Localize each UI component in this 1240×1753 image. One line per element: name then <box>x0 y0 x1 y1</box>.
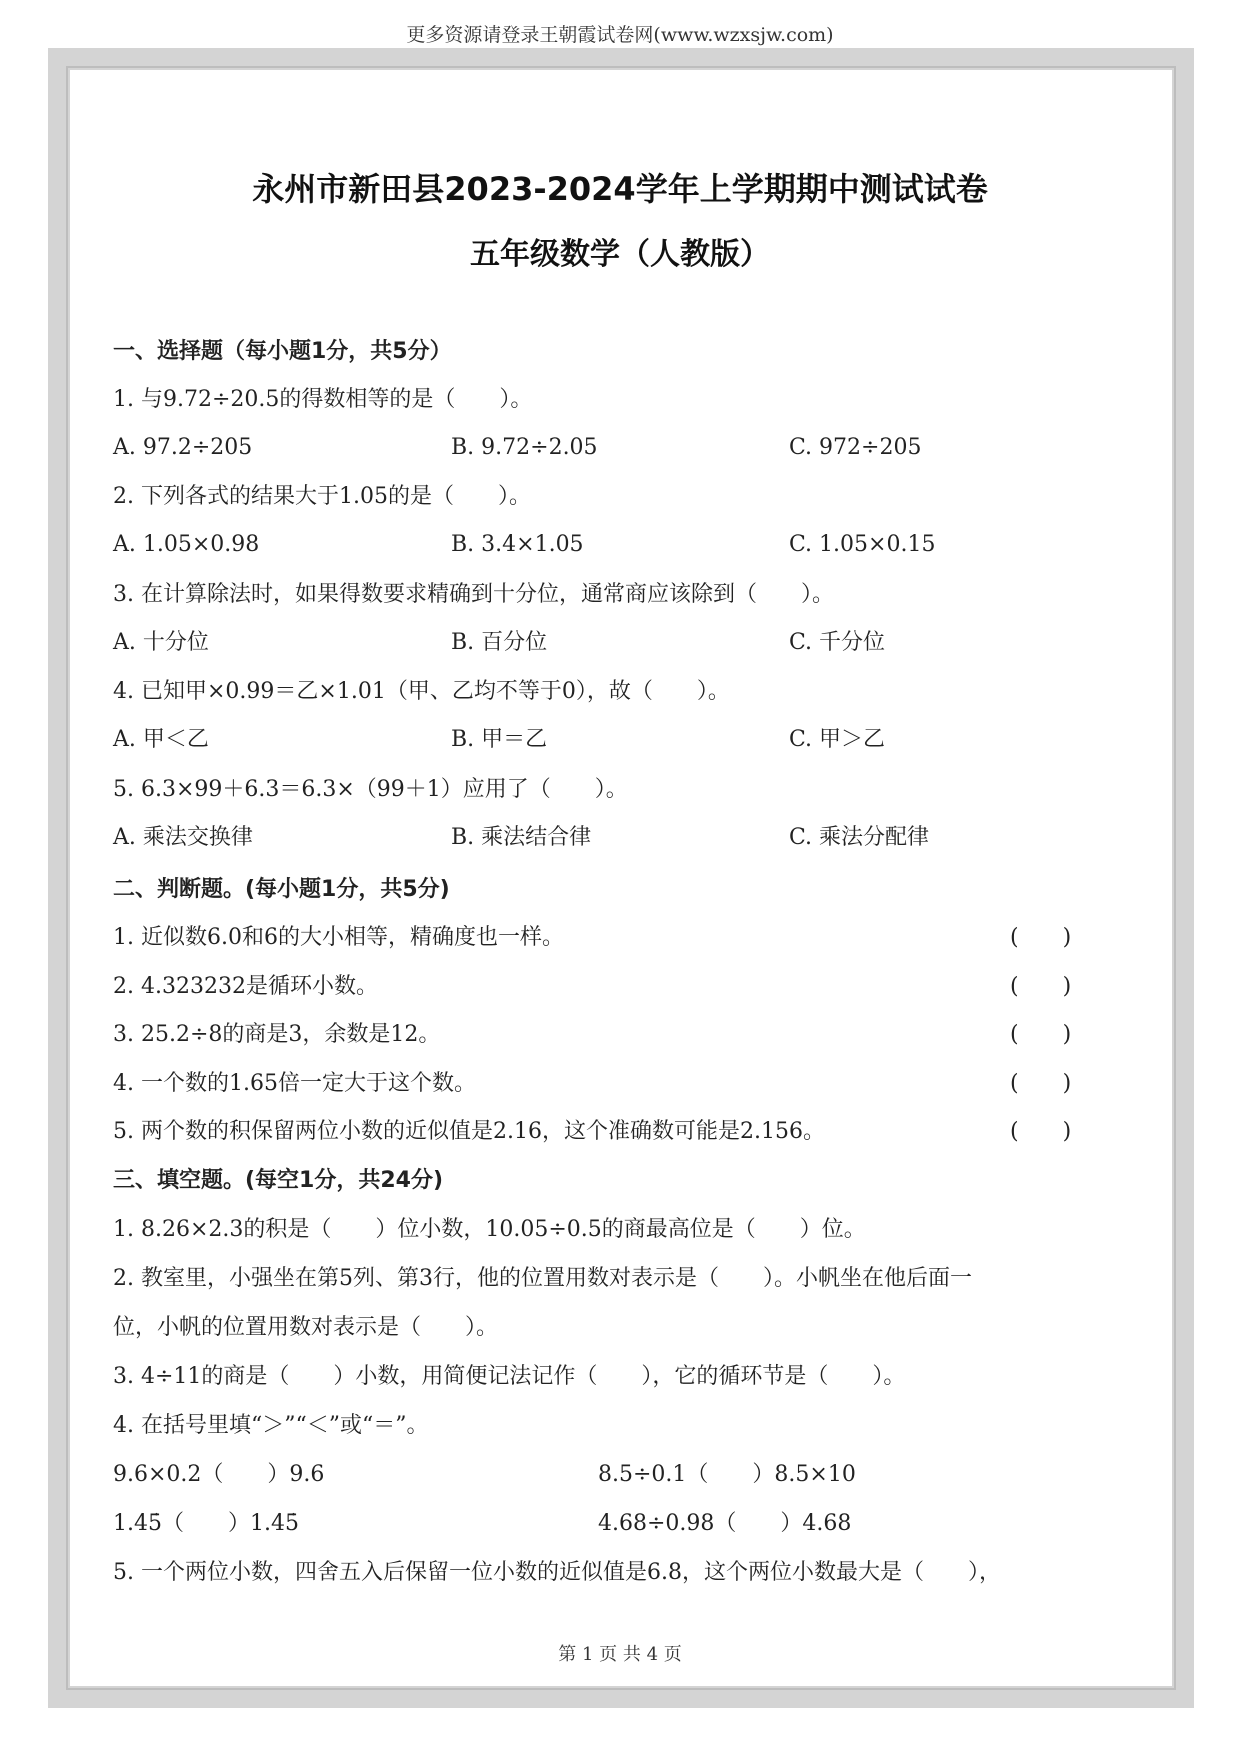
option-c: C. 千分位 <box>789 630 886 655</box>
option-c: C. 乘法分配律 <box>789 825 930 850</box>
judgement-item: 4. 一个数的1.65倍一定大于这个数。 <box>113 1071 476 1096</box>
option-b: B. 乘法结合律 <box>451 825 592 850</box>
page-footer: 第 1 页 共 4 页 <box>558 1644 682 1665</box>
fill-question-2-cont: 位，小帆的位置用数对表示是（ ）。 <box>113 1315 499 1340</box>
option-a: A. 乘法交换律 <box>113 825 253 850</box>
answer-blank: ( ) <box>1010 1022 1072 1047</box>
fill-question-1: 1. 8.26×2.3的积是（ ）位小数，10.05÷0.5的商最高位是（ ）位。 <box>113 1217 866 1242</box>
compare-item: 8.5÷0.1（ ）8.5×10 <box>598 1462 856 1487</box>
option-c: C. 1.05×0.15 <box>789 532 936 557</box>
answer-blank: ( ) <box>1010 1119 1072 1144</box>
compare-item: 4.68÷0.98（ ）4.68 <box>598 1511 852 1536</box>
question-stem: 4. 已知甲×0.99＝乙×1.01（甲、乙均不等于0），故（ ）。 <box>113 679 730 704</box>
fill-question-3: 3. 4÷11的商是（ ）小数，用简便记法记作（ ），它的循环节是（ ）。 <box>113 1364 906 1389</box>
option-a: A. 97.2÷205 <box>113 435 253 460</box>
fill-question-5: 5. 一个两位小数，四舍五入后保留一位小数的近似值是6.8，这个两位小数最大是（ ）， <box>113 1560 1001 1585</box>
option-b: B. 3.4×1.05 <box>451 532 584 557</box>
section1-heading: 一、选择题（每小题1分，共5分） <box>113 339 452 364</box>
option-b: B. 9.72÷2.05 <box>451 435 598 460</box>
option-c: C. 972÷205 <box>789 435 922 460</box>
answer-blank: ( ) <box>1010 925 1072 950</box>
answer-blank: ( ) <box>1010 1071 1072 1096</box>
exam-subtitle: 五年级数学（人教版） <box>470 237 770 272</box>
question-stem: 1. 与9.72÷20.5的得数相等的是（ ）。 <box>113 387 533 412</box>
answer-blank: ( ) <box>1010 974 1072 999</box>
compare-item: 9.6×0.2（ ）9.6 <box>113 1462 325 1487</box>
fill-question-4: 4. 在括号里填“＞”“＜”或“＝”。 <box>113 1413 429 1438</box>
judgement-item: 5. 两个数的积保留两位小数的近似值是2.16，这个准确数可能是2.156。 <box>113 1119 825 1144</box>
question-stem: 3. 在计算除法时，如果得数要求精确到十分位，通常商应该除到（ ）。 <box>113 582 834 607</box>
option-c: C. 甲＞乙 <box>789 727 886 752</box>
source-note: 更多资源请登录王朝霞试卷网(www.wzxsjw.com) <box>406 24 834 46</box>
question-stem: 5. 6.3×99＋6.3＝6.3×（99＋1）应用了（ ）。 <box>113 777 628 802</box>
option-a: A. 甲＜乙 <box>113 727 209 752</box>
section3-heading: 三、填空题。(每空1分，共24分) <box>113 1168 444 1193</box>
judgement-item: 1. 近似数6.0和6的大小相等，精确度也一样。 <box>113 925 564 950</box>
judgement-item: 2. 4.323232是循环小数。 <box>113 974 378 999</box>
section2-heading: 二、判断题。(每小题1分，共5分) <box>113 877 450 902</box>
fill-question-2: 2. 教室里，小强坐在第5列、第3行，他的位置用数对表示是（ ）。小帆坐在他后面一 <box>113 1266 972 1291</box>
option-b: B. 甲＝乙 <box>451 727 548 752</box>
judgement-item: 3. 25.2÷8的商是3，余数是12。 <box>113 1022 441 1047</box>
option-a: A. 十分位 <box>113 630 209 655</box>
compare-item: 1.45̇（ ）1.4̇5̇ <box>113 1511 299 1536</box>
option-a: A. 1.05×0.98 <box>113 532 260 557</box>
question-stem: 2. 下列各式的结果大于1.05的是（ ）。 <box>113 484 531 509</box>
option-b: B. 百分位 <box>451 630 548 655</box>
exam-title: 永州市新田县2023-2024学年上学期期中测试试卷 <box>252 170 988 208</box>
